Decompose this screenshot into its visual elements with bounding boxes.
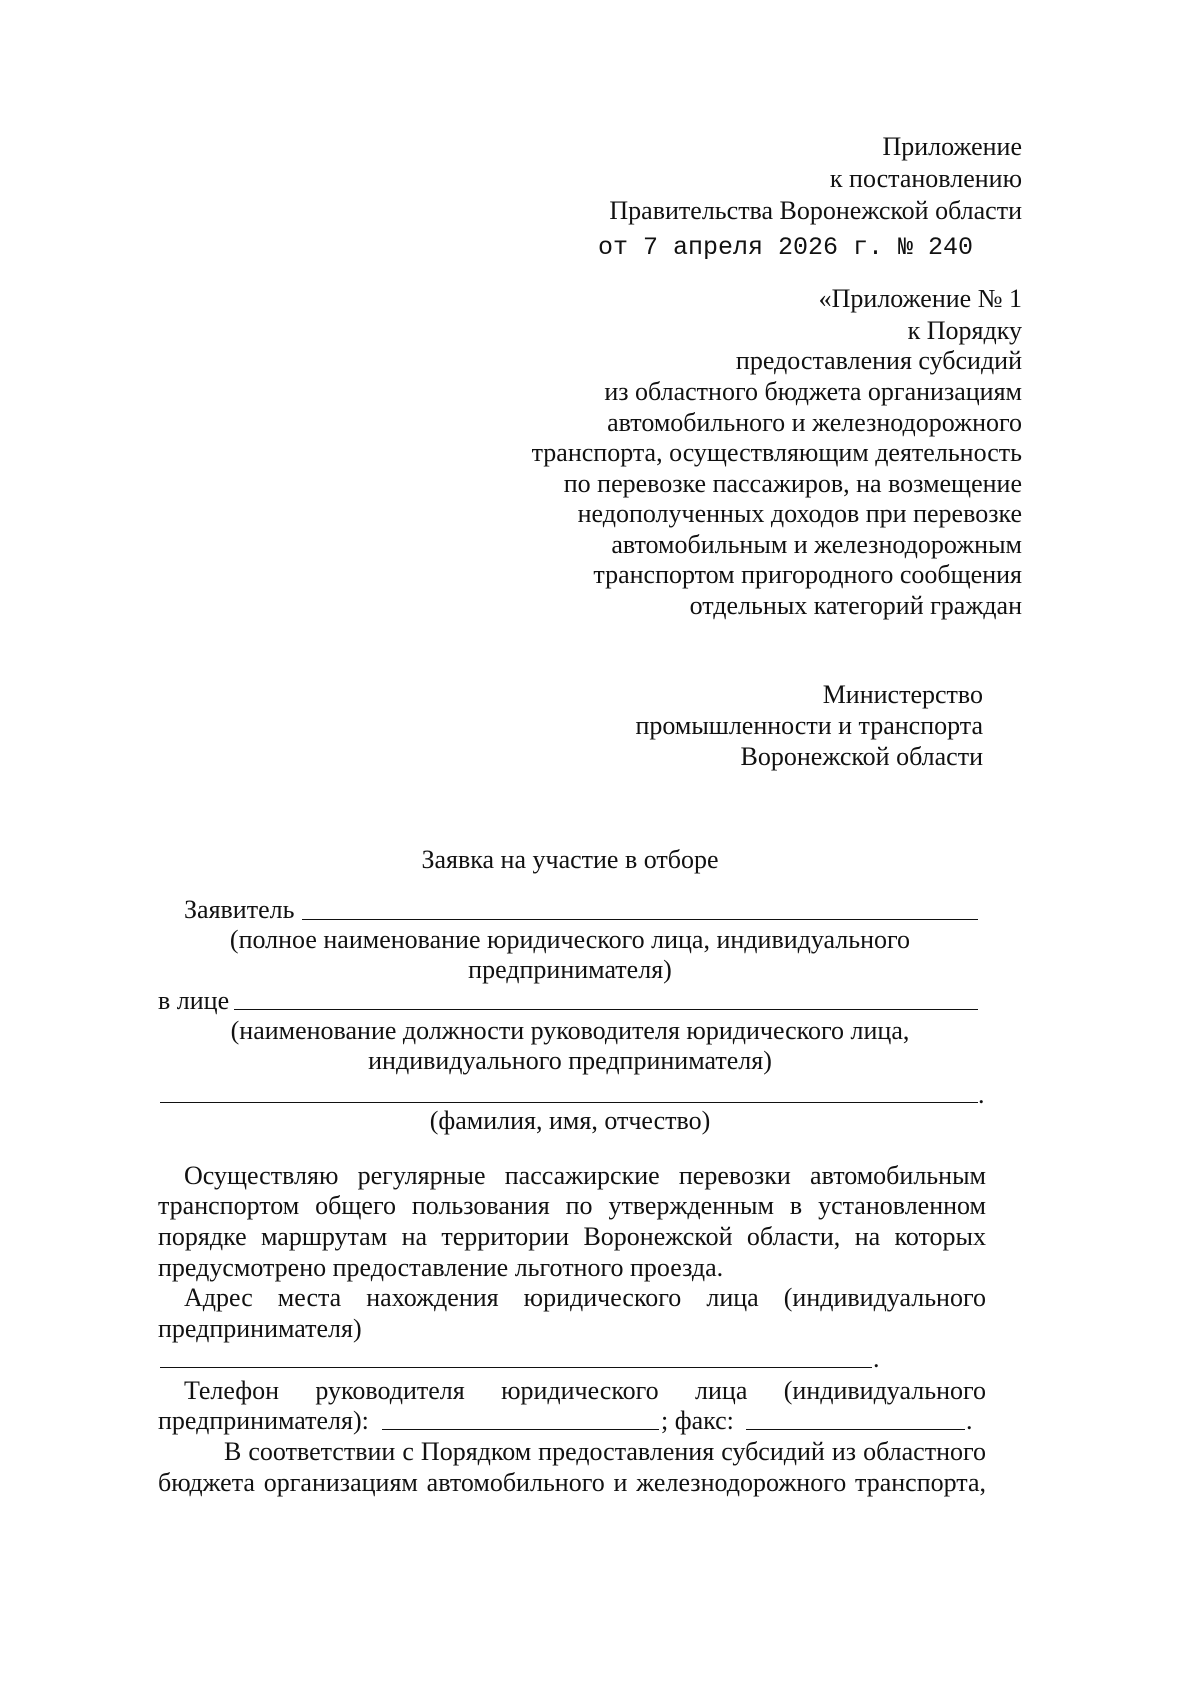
appendix-line: «Приложение № 1: [818, 284, 1022, 313]
paragraph-procedure-line1: В соответствии с Порядком предоставления субсидий из областного: [224, 1437, 986, 1466]
paragraph-procedure-line2: бюджета организациям автомобильного и железнодорожного транспорта,: [158, 1468, 986, 1497]
appendix-line: недополученных доходов при перевозке: [577, 499, 1022, 528]
appendix-line: из областного бюджета организациям: [604, 377, 1022, 406]
paragraph-line: Осуществляю регулярные пассажирские перевозки автомобильным: [184, 1161, 986, 1190]
address-field-line: [160, 1367, 872, 1368]
applicant-hint-line1: (полное наименование юридического лица, индивидуального: [229, 925, 911, 954]
applicant-field-line: [302, 919, 978, 920]
appendix-line: транспорта, осуществляющим деятельность: [531, 438, 1022, 467]
fax-label: ; факс:: [661, 1406, 734, 1435]
paragraph-line: порядке маршрутам на территории Воронежской области, на которых: [158, 1222, 986, 1251]
phone-label: предпринимателя):: [158, 1406, 369, 1435]
person-label: в лице: [158, 986, 230, 1015]
person-hint-line1: (наименование должности руководителя юридического лица,: [230, 1016, 910, 1045]
paragraph-line: предусмотрено предоставление льготного проезда.: [158, 1253, 724, 1282]
addressee-line: Министерство: [822, 680, 983, 709]
person-field-line: [234, 1009, 978, 1010]
person-hint-line2: индивидуального предпринимателя): [368, 1046, 772, 1075]
fax-field-line: [746, 1429, 965, 1430]
addressee-line: промышленности и транспорта: [635, 711, 983, 740]
appendix-line: транспортом пригородного сообщения: [593, 560, 1022, 589]
fax-field-period: .: [966, 1406, 973, 1435]
header-resolution-label: к постановлению: [829, 164, 1022, 193]
header-appendix-label: Приложение: [882, 132, 1022, 161]
name-field-period: .: [978, 1080, 985, 1109]
form-title: Заявка на участие в отборе: [421, 845, 719, 874]
header-date-number: от 7 апреля 2026 г. № 240: [598, 233, 974, 262]
address-label-line1: Адрес места нахождения юридического лица (индивидуального: [184, 1283, 986, 1312]
phone-field-line: [382, 1429, 659, 1430]
name-field-line: [160, 1102, 978, 1103]
appendix-line: к Порядку: [907, 316, 1022, 345]
appendix-line: автомобильным и железнодорожным: [611, 530, 1022, 559]
appendix-line: автомобильного и железнодорожного: [607, 408, 1022, 437]
name-hint: (фамилия, имя, отчество): [429, 1106, 711, 1135]
header-government-label: Правительства Воронежской области: [609, 196, 1022, 225]
phone-label-line1: Телефон руководителя юридического лица (индивидуального: [184, 1376, 986, 1405]
appendix-line: отдельных категорий граждан: [689, 591, 1022, 620]
paragraph-line: транспортом общего пользования по утвержденным в установленном: [158, 1191, 986, 1220]
address-field-period: .: [873, 1344, 880, 1373]
appendix-line: предоставления субсидий: [735, 346, 1022, 375]
applicant-label: Заявитель: [184, 895, 295, 924]
address-label-line2: предпринимателя): [158, 1314, 362, 1343]
applicant-hint-line2: предпринимателя): [468, 955, 672, 984]
addressee-line: Воронежской области: [740, 742, 983, 771]
appendix-line: по перевозке пассажиров, на возмещение: [563, 469, 1022, 498]
